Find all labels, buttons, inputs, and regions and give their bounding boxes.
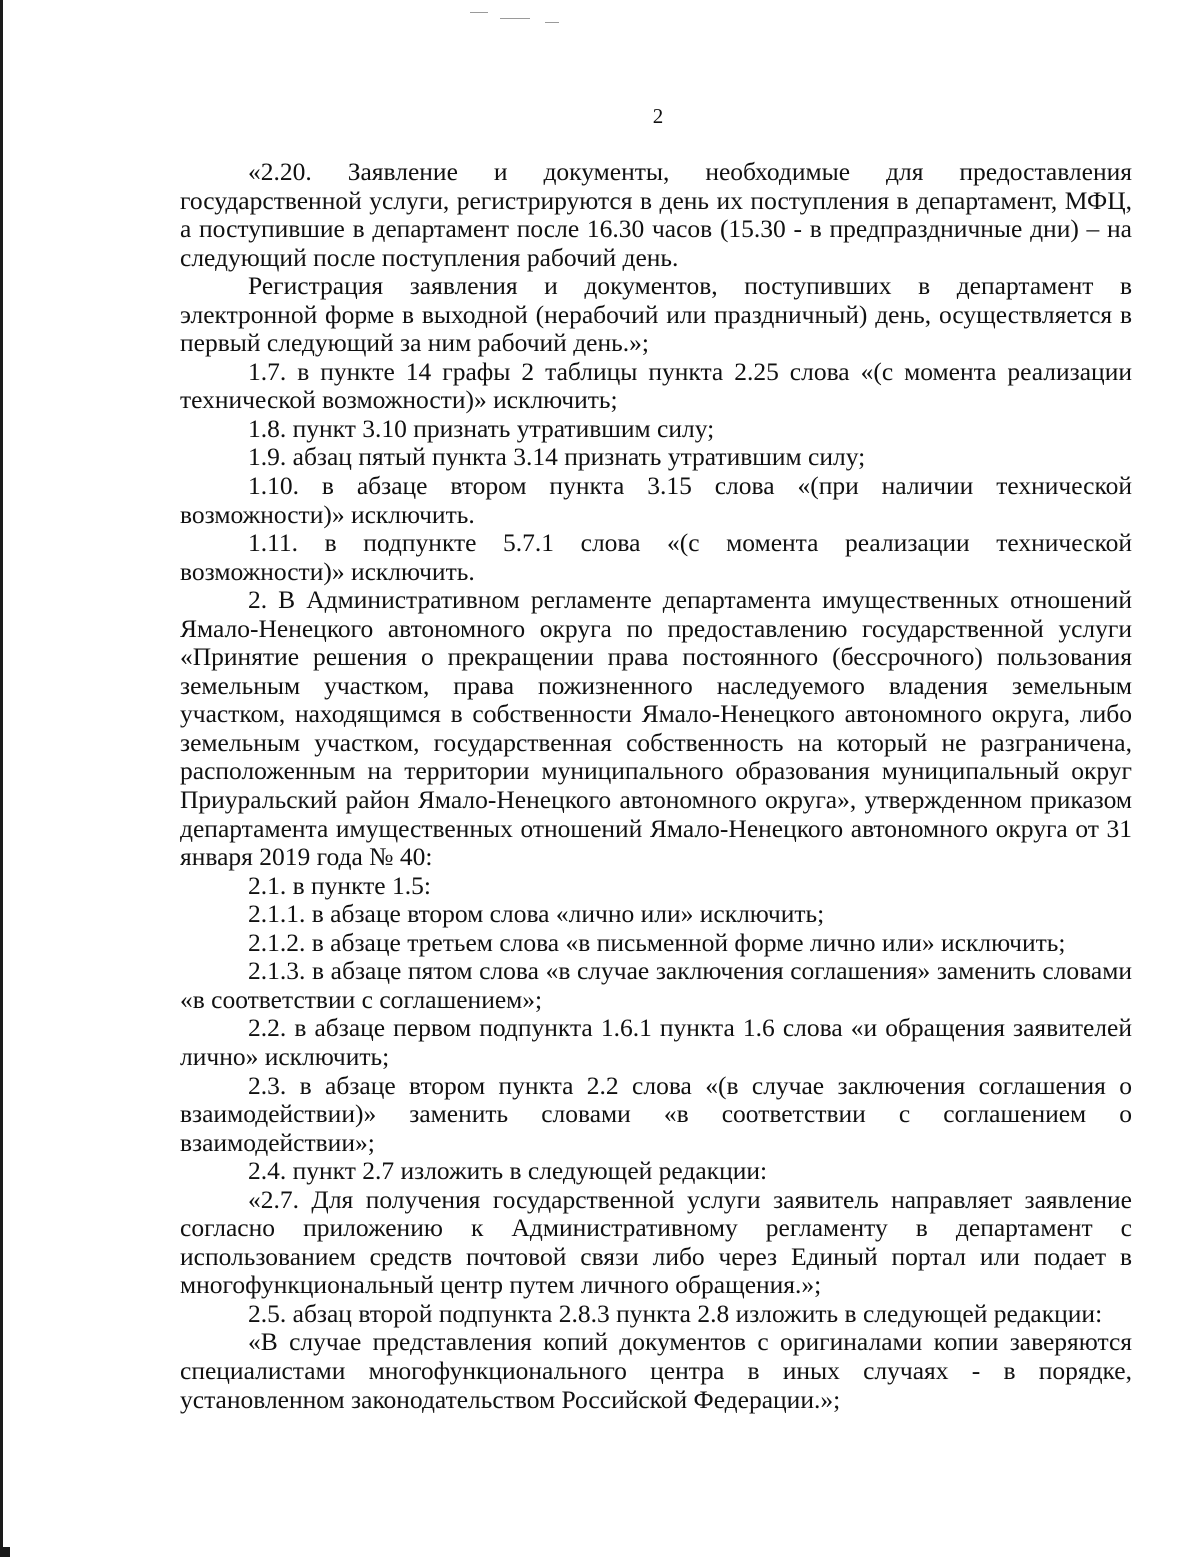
paragraph: 1.10. в абзаце втором пункта 3.15 слова «(при наличии технической возможности)» исключить. [180, 471, 1132, 529]
paragraph: «2.7. Для получения государственной услуги заявитель направляет заявление согласно приложению к Административному регламенту в департамент с использованием средств почтовой связи либо через Единый портал или подает в многофункциональный центр путем личного обращения.»; [180, 1184, 1132, 1300]
paragraph: «2.20. Заявление и документы, необходимые для предоставления государственной услуги, регистрируются в день их поступления в департамент, МФЦ, а поступившие в департамент после 16.30 часов (15.30 - в предпраздничные дни) – на следующий после поступления рабочий день. [180, 157, 1132, 272]
paragraph: Регистрация заявления и документов, поступивших в департамент в электронной форме в выходной (нерабочий или праздничный) день, осуществляется в первый следующий за ним рабочий день.»; [180, 271, 1132, 358]
paragraph: 1.9. абзац пятый пункта 3.14 признать утратившим силу; [248, 442, 866, 472]
paragraph: 1.11. в подпункте 5.7.1 слова «(с момента реализации технической возможности)» исключить. [180, 528, 1132, 586]
page-number: 2 [652, 104, 664, 128]
scan-speck [500, 18, 530, 19]
paragraph: 2.2. в абзаце первом подпункта 1.6.1 пункта 1.6 слова «и обращения заявителей лично» исключить; [180, 1013, 1132, 1071]
scan-speck [545, 22, 559, 23]
paragraph: 2.1.2. в абзаце третьем слова «в письменной форме лично или» исключить; [248, 927, 1066, 957]
paragraph: 1.7. в пункте 14 графы 2 таблицы пункта 2.25 слова «(с момента реализации технической возможности)» исключить; [180, 356, 1132, 415]
document-body [180, 158, 1132, 1414]
paragraph: 2.1.1. в абзаце втором слова «лично или» исключить; [248, 899, 825, 929]
paragraph: 2.5. абзац второй подпункта 2.8.3 пункта 2.8 изложить в следующей редакции: [248, 1298, 1103, 1328]
paragraph: 1.8. пункт 3.10 признать утратившим силу; [248, 413, 715, 443]
paragraph: 2.1.3. в абзаце пятом слова «в случае заключения соглашения» заменить словами «в соответствии с соглашением»; [180, 956, 1132, 1014]
paragraph: «В случае представления копий документов с оригиналами копии заверяются специалистами многофункционального центра в иных случаях - в порядке, установленном законодательством Российской Федерации.»; [180, 1327, 1132, 1414]
paragraph: 2. В Административном регламенте департамента имущественных отношений Ямало-Ненецкого автономного округа по предоставлению государственной услуги «Принятие решения о прекращении права постоянного (бессрочного) пользования земельным участком, права пожизненного наследуемого владения земельным участком, находящимся в собственности Ямало-Ненецкого автономного округа, либо земельным участком, государственная собственность на который не разграничена, расположенным на территории муниципального образования муниципальный округ Приуральский район Ямало-Ненецкого автономного округа», утвержденном приказом департамента имущественных отношений Ямало-Ненецкого автономного округа от 31 января 2019 года № 40: [180, 585, 1132, 872]
scan-speck [470, 12, 488, 13]
paragraph: 2.1. в пункте 1.5: [248, 870, 431, 900]
paragraph: 2.3. в абзаце втором пункта 2.2 слова «(в случае заключения соглашения о взаимодействии)» заменить словами «в соответствии с соглашением о взаимодействии»; [180, 1070, 1132, 1157]
scan-left-edge [0, 0, 3, 1557]
paragraph: 2.4. пункт 2.7 изложить в следующей редакции: [248, 1156, 768, 1186]
scan-corner-mark [0, 1547, 10, 1557]
